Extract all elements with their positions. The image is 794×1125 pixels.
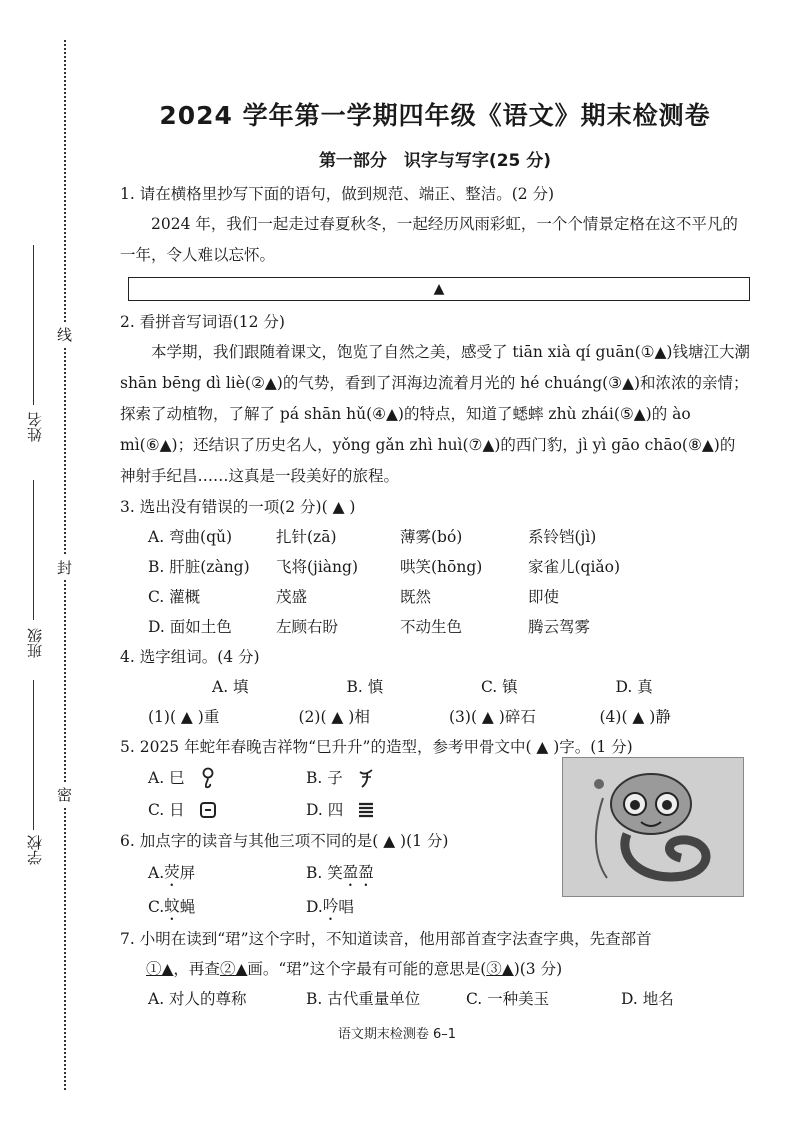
option-cell: 左顾右盼 [276,618,339,636]
choice: A. 填 [212,678,249,696]
dotted-char: 蚊 [164,897,180,915]
option-cell: D. 地名 [621,990,674,1008]
q7-text: 画。“珺”这个字最有可能的意思是( [247,960,487,978]
class-line [33,480,34,620]
option-label: B. 子 [306,769,343,787]
class-label: 班级 [26,628,44,658]
q2-text: 本学期，我们跟随着课文，饱览了自然之美，感受了 tiān xià qí guān(①▲)钱塘江大潮 shān bēng dì liè(②▲)的气势，看到了洱海边流着月光的 hé chuáng(③▲)和浓浓的亲情；探索了动植物，了解了 pá shān hǔ(④▲)的特点，知道了蟋蟀 zhù zhái(⑤▲)的 ào mì(⑥▲)；还结识了历史名人，yǒng gǎn zhì huì(⑦▲)的西门豹，jì yì gāo chāo(⑧▲)的神射手纪昌……这真是一段美好的旅程。 [120,343,750,485]
cut-mark-xian: 线 [57,322,72,347]
choice: B. 慎 [346,678,384,696]
option-cell: 扎针(zā) [276,528,337,546]
option-prefix: C. [148,898,165,916]
q4-stem: 4. 选字组词。(4 分) [120,648,260,666]
option-cell: B. 肝脏(zàng) [148,558,250,576]
q7-blank[interactable]: ③▲ [486,960,514,978]
option-label: C. 日 [148,801,185,819]
option-cell: B. 古代重量单位 [306,990,421,1008]
fill-item[interactable]: (3)( ▲ )碎石 [449,708,536,726]
part-heading: 第一部分 识字与写字(25 分) [318,151,552,171]
option-cell: 不动生色 [400,618,463,636]
q2-stem: 2. 看拼音写词语(12 分) [120,313,285,331]
q7-stem [120,924,750,984]
oracle-ri-glyph [199,799,217,821]
cut-mark-feng: 封 [57,555,72,580]
choice: D. 真 [615,678,653,696]
option-label: A. 巳 [148,769,185,787]
q7-blank[interactable]: ②▲ [219,960,248,978]
cut-mark-mi: 密 [57,782,72,807]
q7-text: 7. 小明在读到“珺”这个字时，不知道读音，他用部首查字法查字典，先查部首 [120,930,652,948]
q7-text: )(3 分) [513,960,563,978]
dotted-char: 盈盈 [342,863,374,881]
q3-option-row [120,582,750,612]
fill-item[interactable]: (1)( ▲ )重 [148,708,220,726]
page-footer: 语文期末检测卷 6–1 [337,1027,457,1042]
name-label: 姓名 [26,412,44,442]
q3-option-row [120,522,750,552]
option-suffix: 屏 [179,864,196,882]
q6-stem: 6. 加点字的读音与其他三项不同的是( ▲ )(1 分) [120,832,449,850]
dotted-char: 荧 [164,863,180,881]
q4-choices [120,672,750,702]
q7-options-row [120,984,750,1014]
option-suffix: 唱 [338,898,354,916]
q3-option-row [120,552,750,582]
dotted-char: 吟 [322,897,339,915]
q1-stem: 1. 请在横格里抄写下面的语句，做到规范、端正、整洁。(2 分) [120,185,555,203]
option-prefix: B. 笑 [306,864,343,882]
option-cell: D. 面如土色 [148,618,232,636]
snake-mascot-image [563,758,743,896]
oracle-si4-glyph [357,799,375,821]
option-label: D. 四 [306,801,344,819]
q7-blank[interactable]: ①▲ [146,960,174,978]
option-cell: 薄雾(bó) [400,528,463,546]
exam-content [120,96,750,1014]
name-line [33,245,34,405]
copy-writing-box[interactable]: ▲ [128,277,750,301]
oracle-si-glyph [199,767,217,789]
school-label: 学校 [26,835,44,865]
option-prefix: A. [148,864,165,882]
option-prefix: D. [306,898,323,916]
school-line [33,680,34,830]
option-cell: 系铃铛(jì) [528,528,597,546]
q7-text: ，再查 [173,960,220,978]
option-cell: 飞将(jiàng) [276,558,359,576]
option-cell: 家雀儿(qiǎo) [528,558,621,576]
fill-item[interactable]: (4)( ▲ )静 [599,708,671,726]
exam-title: 2024 学年第一学期四年级《语文》期末检测卷 [159,101,711,130]
q5-stem: 5. 2025 年蛇年春晚吉祥物“巳升升”的造型，参考甲骨文中( ▲ )字。(1 分) [120,738,633,756]
option-cell: 茂盛 [276,588,308,606]
option-cell: 哄笑(hōng) [400,558,483,576]
option-suffix: 蝇 [179,898,196,916]
fill-item[interactable]: (2)( ▲ )相 [298,708,370,726]
q4-items [120,702,750,732]
option-cell: A. 弯曲(qǔ) [148,528,233,546]
option-cell: 既然 [400,588,432,606]
mascot-photo [562,757,744,897]
option-cell: 腾云驾雾 [528,618,591,636]
binding-margin [0,0,72,1125]
option-cell: A. 对人的尊称 [148,990,247,1008]
option-cell: C. 一种美玉 [466,990,550,1008]
q3-option-row [120,612,750,642]
oracle-zi-glyph [357,767,375,789]
option-cell: 即使 [528,588,560,606]
q3-stem: 3. 选出没有错误的一项(2 分)( ▲ ) [120,498,356,516]
q1-text: 2024 年，我们一起走过春夏秋冬，一起经历风雨彩虹，一个个情景定格在这不平凡的一年，令人难以忘怀。 [120,215,738,264]
choice: C. 镇 [481,678,518,696]
option-cell: C. 灌概 [148,588,201,606]
